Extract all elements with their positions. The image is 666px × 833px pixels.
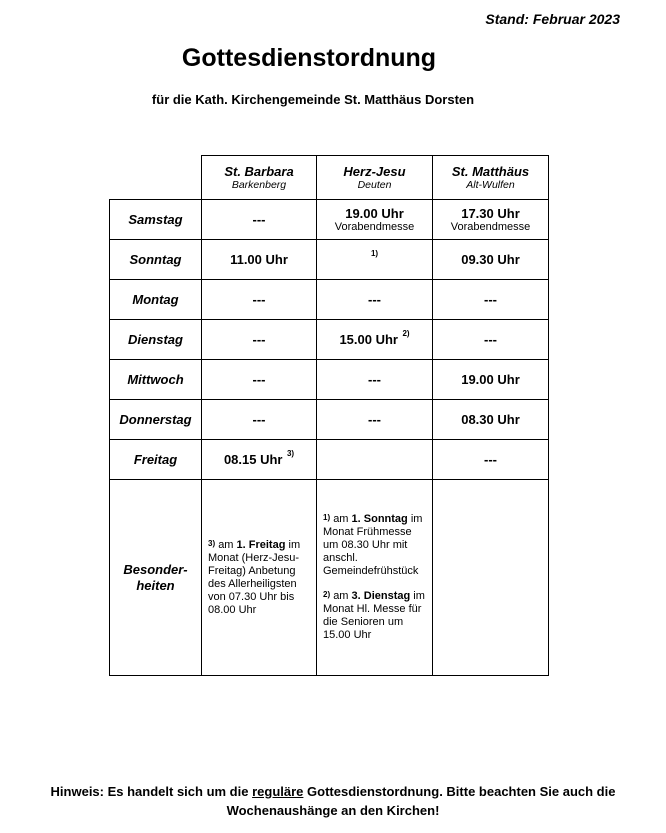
page-subtitle: für die Kath. Kirchengemeinde St. Matthäus Dorsten xyxy=(151,92,475,107)
hint-text: Gottesdienstordnung. Bitte beachten Sie auch die xyxy=(307,784,616,799)
row-montag xyxy=(110,280,549,320)
cell-herz-jesu xyxy=(317,200,433,240)
cell-st-barbara xyxy=(202,440,317,480)
cell-st-barbara xyxy=(202,320,317,360)
label-line: Besonder- xyxy=(123,561,188,577)
cell-herz-jesu xyxy=(317,320,433,360)
cell-st-matthaeus-notes xyxy=(433,480,549,676)
cell-st-barbara xyxy=(202,240,317,280)
note-st-barbara xyxy=(202,539,316,617)
service-time: 08.30 Uhr xyxy=(461,412,520,427)
row-mittwoch xyxy=(110,360,549,400)
service-time: 15.00 Uhr xyxy=(339,331,398,347)
church-name: St. Barbara xyxy=(224,163,294,179)
hint-text: Hinweis: Es handelt sich um die xyxy=(50,784,249,799)
cell-st-barbara xyxy=(202,200,317,240)
cell-st-matthaeus xyxy=(433,360,549,400)
church-location: Barkenberg xyxy=(231,178,287,191)
day-label: Freitag xyxy=(110,440,202,480)
cell-value: --- xyxy=(252,331,266,347)
row-sonntag xyxy=(110,240,549,280)
header-corner xyxy=(110,156,202,200)
cell-st-barbara-notes xyxy=(202,480,317,676)
day-label: Montag xyxy=(110,280,202,320)
church-name: St. Matthäus xyxy=(451,163,530,179)
footnote-marker: 3) xyxy=(208,538,216,548)
service-time: 08.15 Uhr xyxy=(223,451,283,467)
cell-st-matthaeus xyxy=(433,440,549,480)
label-line: heiten xyxy=(136,577,175,593)
stand-date: Stand: Februar 2023 xyxy=(485,11,620,27)
day-label: Mittwoch xyxy=(110,360,202,400)
service-time: 17.30 Uhr xyxy=(461,205,520,221)
day-label: Samstag xyxy=(110,200,202,240)
note-emphasis: 3. Dienstag xyxy=(351,590,411,602)
cell-value: --- xyxy=(252,291,266,307)
footnote-marker: 2) xyxy=(323,590,331,599)
row-dienstag xyxy=(110,320,549,360)
cell-st-matthaeus xyxy=(433,240,549,280)
cell-st-matthaeus xyxy=(433,320,549,360)
church-location: Deuten xyxy=(357,178,392,191)
row-samstag xyxy=(110,200,549,240)
cell-value: --- xyxy=(252,371,266,387)
note-text: im Monat Hl. Messe für die Senioren um 15.00 Uhr xyxy=(323,590,425,641)
day-label: Dienstag xyxy=(110,320,202,360)
church-name: Herz-Jesu xyxy=(343,163,406,179)
notes-herz-jesu xyxy=(317,513,432,642)
note-lead: am xyxy=(333,590,349,602)
service-note: Vorabendmesse xyxy=(450,220,531,233)
cell-st-matthaeus xyxy=(433,200,549,240)
service-schedule-table xyxy=(109,155,549,676)
hint-text-line2: Wochenaushänge an den Kirchen! xyxy=(226,803,440,818)
besonderheiten-label xyxy=(110,480,202,676)
cell-value: --- xyxy=(368,411,381,427)
hint-underlined: reguläre xyxy=(252,784,304,799)
note-footnote-1 xyxy=(323,513,426,578)
note-text: im Monat (Herz-Jesu-Freitag) Anbetung des Allerheiligsten von 07.30 Uhr bis 08.00 Uhr xyxy=(208,538,301,616)
church-location: Alt-Wulfen xyxy=(466,178,515,191)
cell-herz-jesu-notes xyxy=(317,480,433,676)
cell-value: --- xyxy=(252,211,266,227)
cell-st-matthaeus xyxy=(433,400,549,440)
service-time: 11.00 Uhr xyxy=(230,252,288,267)
cell-herz-jesu xyxy=(317,280,433,320)
cell-herz-jesu xyxy=(317,360,433,400)
footnote-marker: 3) xyxy=(286,448,295,458)
service-note: Vorabendmesse xyxy=(334,220,415,233)
row-freitag xyxy=(110,440,549,480)
cell-value: --- xyxy=(368,291,381,307)
page-title: Gottesdienstordnung xyxy=(181,44,437,72)
cell-value: --- xyxy=(484,451,497,467)
note-emphasis: 1. Sonntag xyxy=(351,513,408,525)
cell-st-barbara xyxy=(202,360,317,400)
cell-herz-jesu xyxy=(317,400,433,440)
church-header-st-matthaeus xyxy=(433,156,549,200)
footnote-marker: 1) xyxy=(323,513,331,522)
row-donnerstag xyxy=(110,400,549,440)
cell-st-matthaeus xyxy=(433,280,549,320)
note-emphasis: 1. Freitag xyxy=(236,538,286,551)
service-time: 19.00 Uhr xyxy=(461,372,520,387)
day-label: Donnerstag xyxy=(110,400,202,440)
service-time: 19.00 Uhr xyxy=(345,205,404,221)
cell-value: --- xyxy=(484,291,497,307)
footnote-marker: 2) xyxy=(402,328,410,338)
church-header-st-barbara xyxy=(202,156,317,200)
cell-value: --- xyxy=(368,371,381,387)
service-time: 09.30 Uhr xyxy=(461,252,520,267)
header-row xyxy=(110,156,549,200)
row-besonderheiten xyxy=(110,480,549,676)
note-footnote-2 xyxy=(323,590,426,642)
footnote-marker: 1) xyxy=(370,248,379,258)
cell-herz-jesu xyxy=(317,440,433,480)
church-header-herz-jesu xyxy=(317,156,433,200)
cell-st-barbara xyxy=(202,400,317,440)
footer-hint xyxy=(0,782,666,820)
note-lead: am xyxy=(333,513,349,525)
cell-st-barbara xyxy=(202,280,317,320)
cell-value: --- xyxy=(484,331,497,347)
day-label: Sonntag xyxy=(110,240,202,280)
note-text: im Monat Frühmesse um 08.30 Uhr mit anschl. Gemeindefrühstück xyxy=(323,513,423,577)
note-lead: am xyxy=(218,538,234,551)
cell-value: --- xyxy=(252,411,266,427)
cell-herz-jesu xyxy=(317,240,433,280)
